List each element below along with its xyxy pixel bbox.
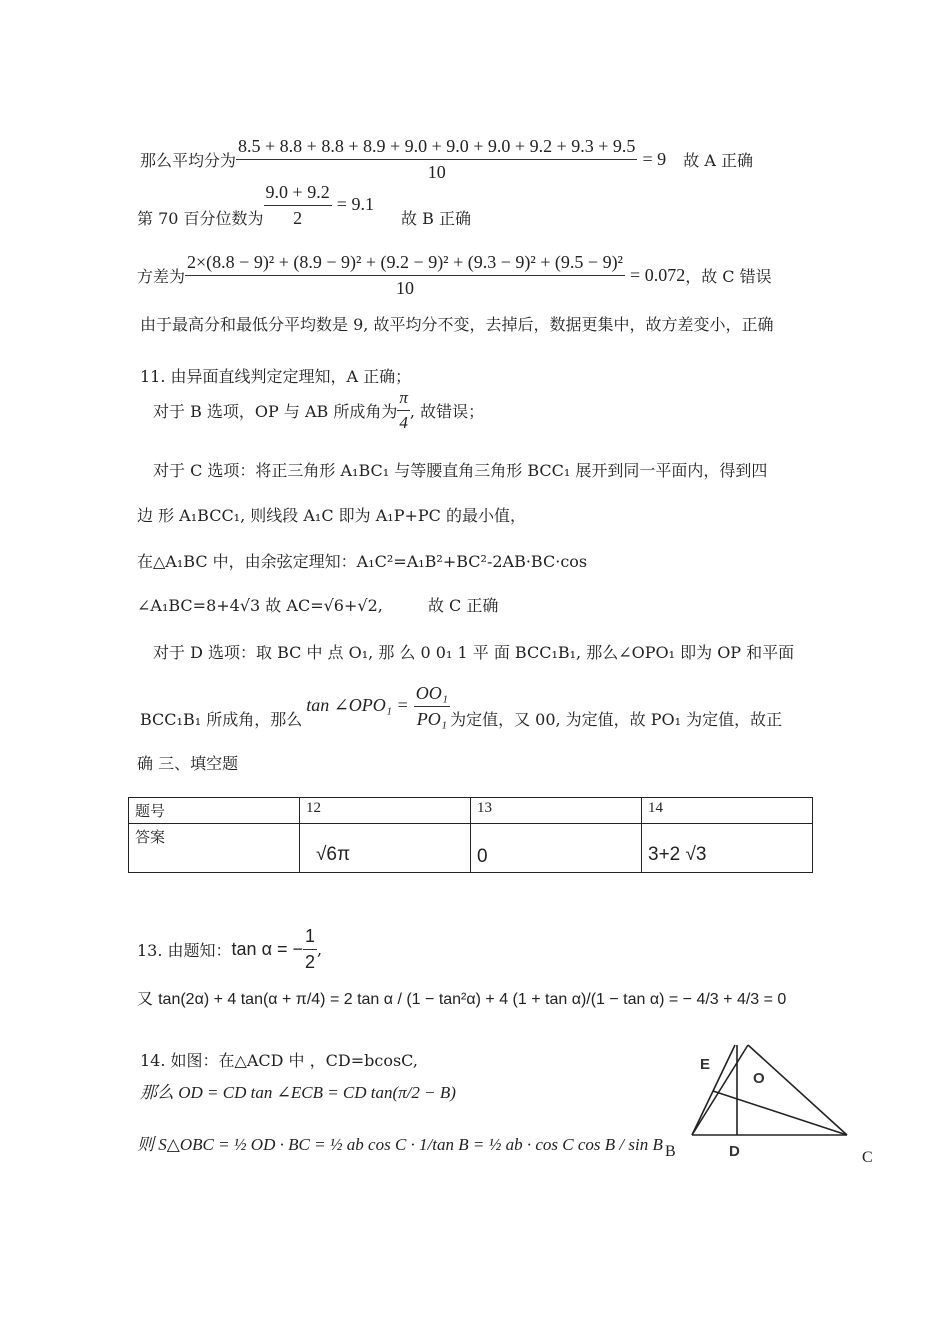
q11-line8-prefix: BCC₁B₁ 所成角，那么 bbox=[140, 710, 303, 729]
q11-line8-num: OO₁ bbox=[414, 683, 450, 707]
q11-line6 bbox=[137, 593, 498, 616]
option-d-text: 由于最高分和最低分平均数是 9, 故平均分不变，去掉后，数据更集中，故方差变小，正确 bbox=[140, 315, 774, 334]
table-row bbox=[129, 824, 813, 873]
q13-math: tan α = − bbox=[231, 939, 304, 959]
q11-line8-math: tan ∠OPO₁ = bbox=[306, 695, 409, 715]
table-header-row bbox=[129, 798, 813, 824]
q13-fraction bbox=[303, 926, 317, 973]
answer-14: 3+2 √3 bbox=[648, 844, 707, 865]
variance-numerator: 2×(8.8 − 9)² + (8.9 − 9)² + (9.2 − 9)² + (9.3 − 9)² + (9.5 − 9)² bbox=[185, 252, 625, 276]
q11-line3: 对于 C 选项：将正三角形 A₁BC₁ 与等腰直角三角形 BCC₁ 展开到同一平面内，得到四 bbox=[153, 461, 768, 480]
label-c: C bbox=[862, 1149, 873, 1166]
table-cell bbox=[471, 824, 642, 873]
q13-line1 bbox=[137, 926, 322, 973]
q11-line8-den: PO₁ bbox=[416, 709, 448, 729]
mean-numerator: 8.5 + 8.8 + 8.8 + 8.9 + 9.0 + 9.0 + 9.0 + 9.2 + 9.3 + 9.5 bbox=[236, 136, 637, 160]
q13-num: 1 bbox=[303, 926, 317, 950]
percentile-verdict: 故 B 正确 bbox=[401, 209, 471, 228]
q11-b-fraction bbox=[397, 388, 410, 433]
q14-line3: 则 S△OBC = ½ OD · BC = ½ ab cos C · 1/tan B = ½ ab · cos C cos B / sin B bbox=[137, 1135, 663, 1154]
q11-line7: 对于 D 选项：取 BC 中 点 O₁, 那 么 0 0₁ 1 平 面 BCC₁B₁, 那么∠OPO₁ 即为 OP 和平面 bbox=[153, 643, 795, 662]
q11-line5: 在△A₁BC 中，由余弦定理知：A₁C²=A₁B²+BC²-2AB·BC·cos bbox=[137, 552, 588, 571]
table-row-label: 答案 bbox=[129, 824, 300, 873]
q13-line2-math: tan(2α) + 4 tan(α + π/4) = 2 tan α / (1 − tan²α) + 4 (1 + tan α)/(1 − tan α) = − 4/3 + 4/3 = 0 bbox=[158, 991, 787, 1008]
table-header-cell: 题号 bbox=[129, 798, 300, 824]
q13-line2 bbox=[137, 986, 786, 1009]
table-header-cell: 14 bbox=[642, 798, 813, 824]
mean-fraction bbox=[236, 136, 637, 183]
answer-table bbox=[128, 797, 813, 873]
variance-denominator: 10 bbox=[395, 278, 414, 298]
answer-13: 0 bbox=[477, 846, 488, 867]
q14-line1: 14. 如图：在△ACD 中 ，CD=bcosC, bbox=[140, 1051, 418, 1070]
label-b: B bbox=[665, 1143, 676, 1160]
q11-b-prefix: 对于 B 选项，OP 与 AB 所成角为 bbox=[153, 402, 398, 421]
q13-line2-prefix: 又 bbox=[137, 989, 154, 1008]
line-ce bbox=[713, 1091, 847, 1135]
table-header-cell: 12 bbox=[300, 798, 471, 824]
q11-line9: 确 三、填空题 bbox=[137, 754, 239, 773]
q11-line1: 11. 由异面直线判定定理知，A 正确； bbox=[140, 367, 412, 386]
side-be bbox=[692, 1045, 735, 1135]
mean-line bbox=[140, 136, 753, 183]
side-c-top bbox=[748, 1045, 847, 1135]
variance-fraction bbox=[185, 252, 625, 299]
answer-12: √6π bbox=[316, 844, 351, 865]
percentile-fraction bbox=[264, 182, 332, 229]
q11-line6-text: ∠A₁BC=8+4√3 故 AC=√6+√2, bbox=[137, 596, 383, 615]
q13-den: 2 bbox=[305, 952, 316, 972]
q14-line2: 那么 OD = CD tan ∠ECB = CD tan(π/2 − B) bbox=[140, 1083, 456, 1102]
mean-verdict: 故 A 正确 bbox=[683, 151, 753, 170]
label-d: D bbox=[729, 1143, 740, 1160]
mean-denominator: 10 bbox=[427, 162, 446, 182]
q13-post: , bbox=[317, 940, 323, 959]
q11-line4: 边 形 A₁BCC₁, 则线段 A₁C 即为 A₁P+PC 的最小值， bbox=[137, 506, 526, 525]
q11-line8-fraction bbox=[414, 683, 450, 730]
q11-line8 bbox=[140, 683, 782, 730]
mean-prefix: 那么平均分为 bbox=[140, 151, 237, 170]
table-cell bbox=[642, 824, 813, 873]
variance-verdict: ，故 C 错误 bbox=[685, 267, 772, 286]
q11-line8-post: 为定值，又 00, 为定值，故 PO₁ 为定值，故正 bbox=[450, 710, 783, 729]
q11-line2 bbox=[153, 388, 484, 433]
q11-line6-verdict: 故 C 正确 bbox=[427, 596, 499, 615]
q11-b-post: , 故错误； bbox=[409, 402, 485, 421]
mean-result: = 9 bbox=[642, 149, 667, 169]
variance-prefix: 方差为 bbox=[137, 267, 186, 286]
percentile-line bbox=[137, 182, 471, 229]
variance-line bbox=[137, 252, 772, 299]
triangle-figure bbox=[650, 1035, 890, 1170]
label-o: O bbox=[753, 1070, 765, 1087]
variance-result: = 0.072 bbox=[630, 265, 686, 285]
percentile-prefix: 第 70 百分位数为 bbox=[137, 209, 264, 228]
q11-b-den: 4 bbox=[399, 413, 408, 432]
label-e: E bbox=[700, 1056, 711, 1073]
table-cell bbox=[300, 824, 471, 873]
q11-b-num: π bbox=[397, 388, 410, 411]
percentile-numerator: 9.0 + 9.2 bbox=[264, 182, 332, 206]
table-header-cell: 13 bbox=[471, 798, 642, 824]
percentile-denominator: 2 bbox=[293, 208, 303, 228]
percentile-result: = 9.1 bbox=[336, 194, 374, 214]
q13-prefix: 13. 由题知： bbox=[137, 941, 232, 960]
